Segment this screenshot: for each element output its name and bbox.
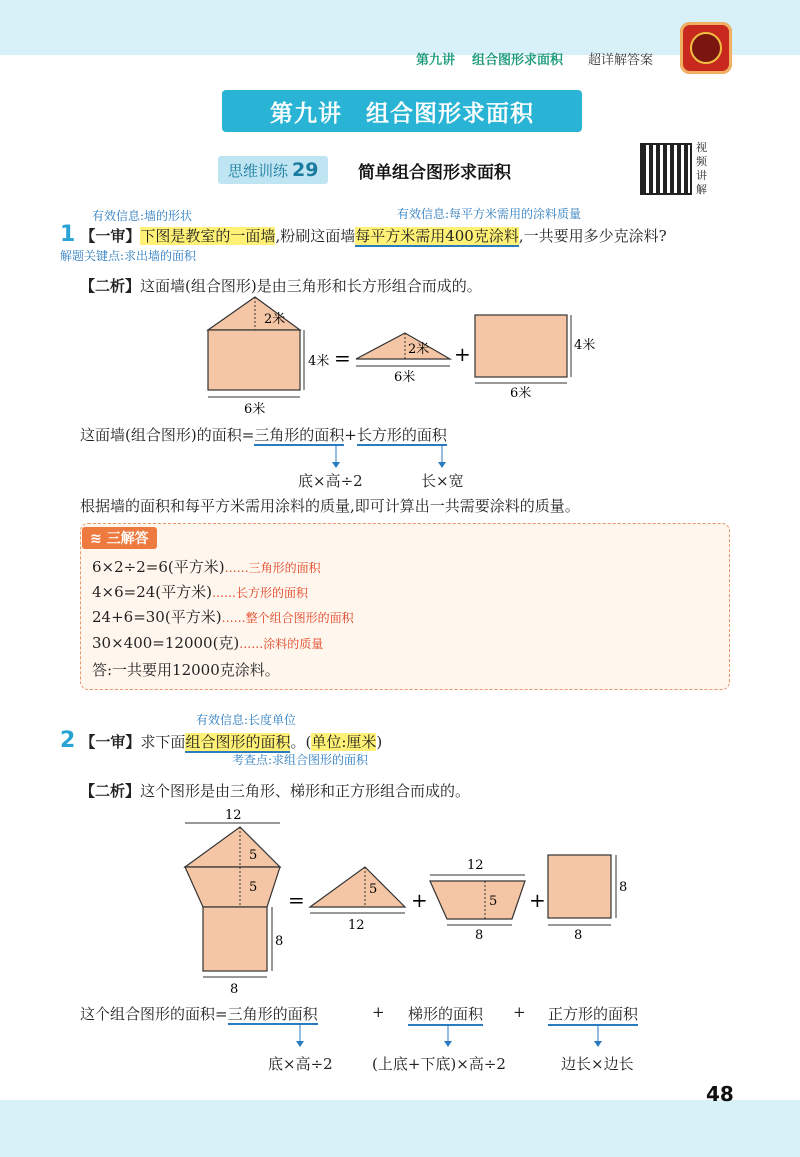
- q2-equals: =: [288, 888, 305, 912]
- q2-plus-2: +: [529, 888, 546, 912]
- q2-sq-side: 8: [619, 880, 628, 895]
- q2-trap-top: 12: [467, 858, 484, 873]
- bottom-wave-band: [0, 1100, 800, 1157]
- q2-h5b: 5: [249, 880, 258, 895]
- q2-h8: 8: [275, 934, 284, 949]
- q1-rect-w-label: 6米: [510, 386, 532, 401]
- q2-formula-sq: 正方形的面积: [548, 1003, 638, 1026]
- q1-rect-h-label: 4米: [574, 338, 596, 353]
- q1-diagram: [200, 295, 620, 420]
- q2-formula: 这个组合图形的面积=三角形的面积: [80, 1005, 318, 1023]
- q2-combined-square: [203, 907, 267, 971]
- q1-label-2m: 2米: [264, 312, 286, 327]
- q1-number: 1: [60, 222, 76, 247]
- q1-combined-triangle: [208, 297, 300, 330]
- answer-tag: ≋ 三解答: [82, 527, 157, 549]
- answer-line: 6×2÷2=6(平方米)……三角形的面积: [92, 558, 321, 576]
- q1-equals: =: [334, 346, 351, 370]
- q1-note-info-left: 有效信息:墙的形状: [92, 209, 193, 223]
- final-answer: 答:一共要用12000克涂料。: [92, 661, 280, 679]
- page-number: 48: [706, 1082, 734, 1106]
- header-answer-label: 超详解答案: [588, 53, 654, 68]
- q1-formula-arrows: [290, 444, 470, 470]
- q2-tri-base: 12: [348, 918, 365, 933]
- q1-rectangle: [475, 315, 567, 377]
- q2-h5a: 5: [249, 848, 258, 863]
- q2-triangle: [310, 867, 405, 907]
- qr-code-icon[interactable]: [640, 143, 692, 195]
- q1-step1-label: 【一审】: [80, 227, 141, 245]
- q1-plus: +: [454, 342, 471, 366]
- q2-analysis: 【二析】这个图形是由三角形、梯形和正方形组合而成的。: [80, 782, 471, 800]
- q1-formula-tri: 三角形的面积: [254, 426, 345, 444]
- q2-w8: 8: [230, 982, 239, 997]
- q1-formula-rect: 长方形的面积: [356, 426, 447, 444]
- q2-sub-tri: 底×高÷2: [268, 1055, 333, 1073]
- brand-logo: [680, 22, 732, 74]
- q1-formula: 这面墙(组合图形)的面积=三角形的面积+长方形的面积: [80, 426, 447, 444]
- q2-plus-1: +: [411, 888, 428, 912]
- q2-formula-trap: 梯形的面积: [408, 1003, 483, 1026]
- q1-note-info-right: 有效信息:每平方米需用的涂料质量: [397, 207, 582, 221]
- q2-formula-tri: 三角形的面积: [227, 1005, 318, 1023]
- q2-note-info: 有效信息:长度单位: [196, 713, 297, 727]
- q2-combined-triangle: [185, 827, 280, 867]
- q1-triangle-h-label: 2米: [408, 342, 430, 357]
- q2-number: 2: [60, 728, 76, 753]
- q2-plus-b: +: [513, 1003, 526, 1021]
- q2-square: [548, 855, 611, 918]
- q2-sq-bottom: 8: [574, 928, 583, 943]
- qr-label: 视 频 讲 解: [696, 141, 707, 196]
- q1-conclusion: 根据墙的面积和每平方米需用涂料的质量,即可计算出一共需要涂料的质量。: [80, 497, 580, 515]
- section-subtitle: 简单组合图形求面积: [358, 163, 511, 183]
- q1-label-6m: 6米: [244, 402, 266, 417]
- answer-line: 24+6=30(平方米)……整个组合图形的面积: [92, 608, 354, 626]
- q2-formula-arrows: [280, 1023, 640, 1049]
- q2-combined-trapezoid: [185, 867, 280, 907]
- q1-sub-rect: 长×宽: [421, 472, 464, 490]
- q1-analysis: 【二析】这面墙(组合图形)是由三角形和长方形组合而成的。: [80, 277, 482, 295]
- logo-emblem-icon: [690, 32, 722, 64]
- q1-question: 1 【一审】下图是教室的一面墙,粉刷这面墙每平方米需用400克涂料,一共要用多少克涂料?: [60, 222, 667, 247]
- q2-sub-trap: (上底+下底)×高÷2: [372, 1055, 506, 1073]
- header-topic: 组合图形求面积: [472, 53, 564, 68]
- q2-question: 2 【一审】求下面组合图形的面积。(单位:厘米): [60, 728, 383, 753]
- q2-note-check: 考查点:求组合图形的面积: [232, 753, 369, 767]
- header-lecture: 第九讲: [416, 53, 456, 68]
- q1-combined-rect: [208, 330, 300, 390]
- q2-plus-a: +: [372, 1003, 385, 1021]
- q2-tri-h: 5: [369, 882, 378, 897]
- q1-text-a: 下图是教室的一面墙: [140, 227, 276, 245]
- q2-sub-sq: 边长×边长: [561, 1055, 634, 1073]
- training-tag: [218, 156, 328, 184]
- q1-sub-tri: 底×高÷2: [298, 472, 363, 490]
- q2-trap-h: 5: [489, 894, 498, 909]
- q2-top-label: 12: [225, 808, 242, 823]
- q2-trapezoid: [430, 881, 525, 919]
- q1-text-c: 每平方米需用400克涂料: [355, 227, 519, 245]
- q1-triangle-b-label: 6米: [394, 370, 416, 385]
- q2-text-b: 组合图形的面积: [185, 733, 291, 751]
- page-title: 第九讲 组合图形求面积: [222, 90, 582, 132]
- q2-trap-bottom: 8: [475, 928, 484, 943]
- training-tag-label: 思维训练: [228, 161, 289, 180]
- q2-diagram: [175, 805, 645, 1000]
- answer-line: 30×400=12000(克)……涂料的质量: [92, 634, 324, 652]
- q2-text-d: 单位:厘米: [311, 733, 377, 751]
- q1-note-key: 解题关键点:求出墙的面积: [60, 249, 197, 263]
- q1-label-4m: 4米: [308, 354, 330, 369]
- q1-triangle: [356, 333, 450, 359]
- training-tag-number: 29: [292, 159, 319, 181]
- answer-line: 4×6=24(平方米)……长方形的面积: [92, 583, 309, 601]
